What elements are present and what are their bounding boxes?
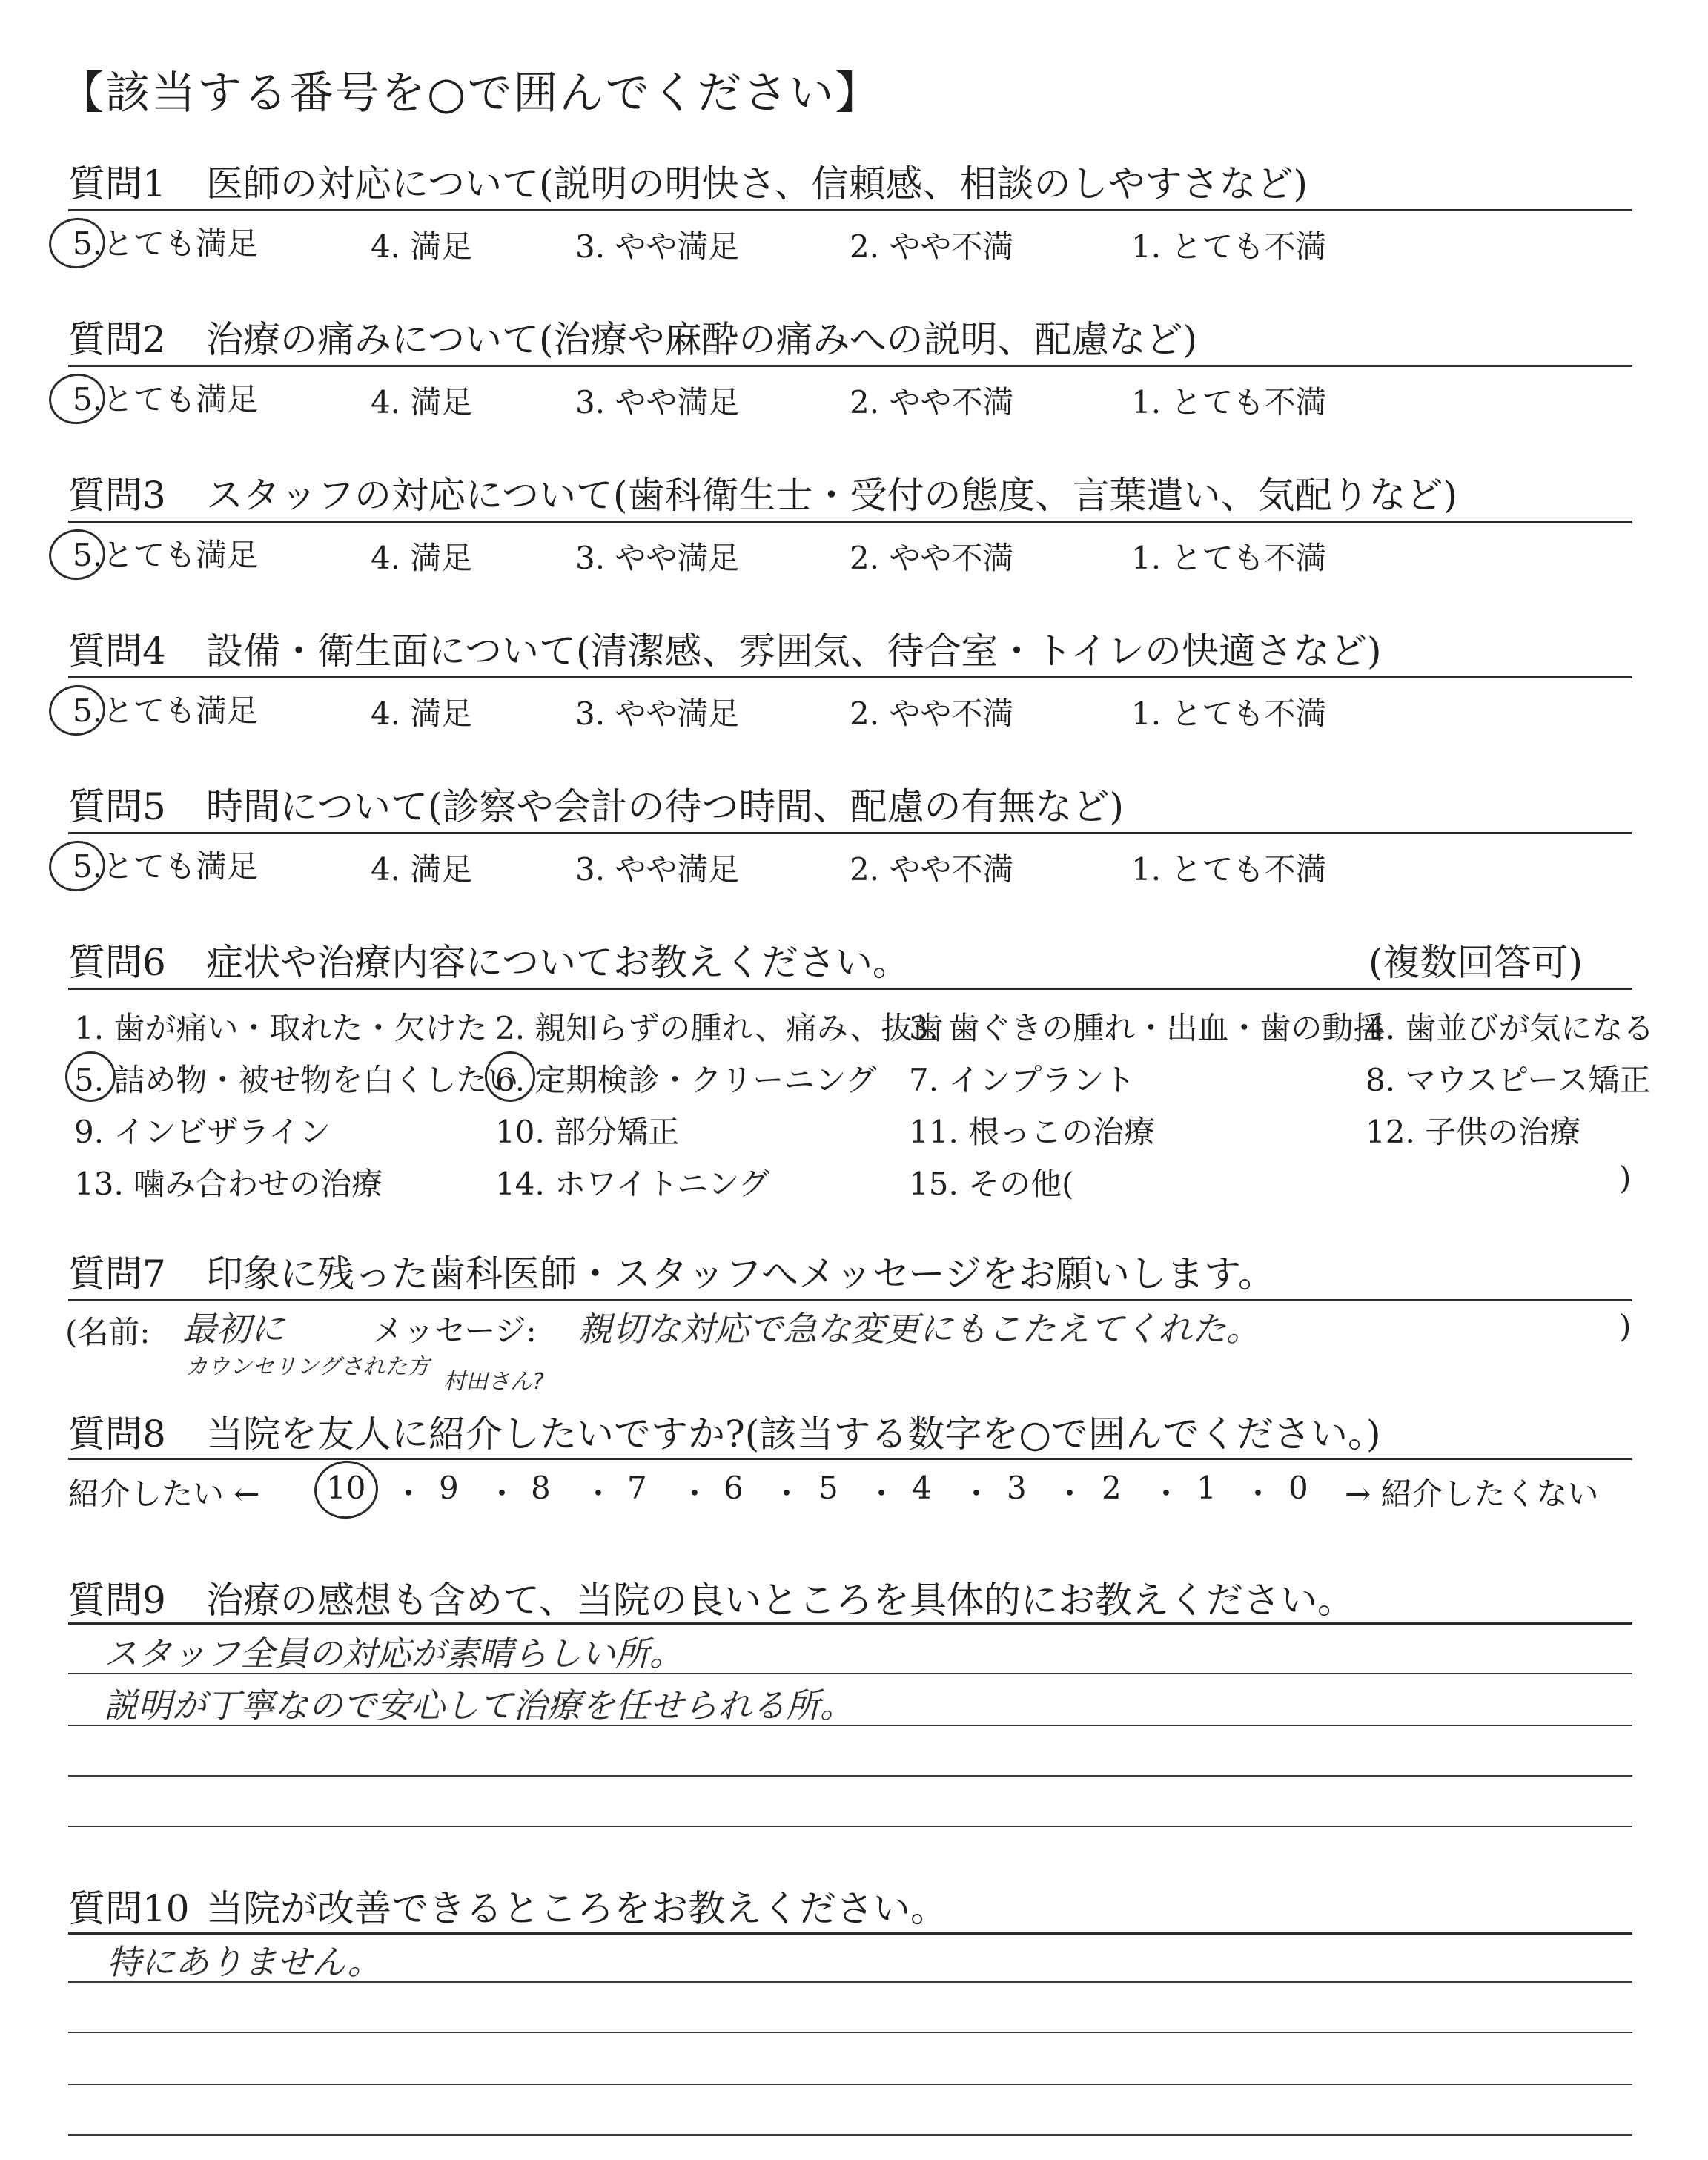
scale-dot: ・ bbox=[393, 1476, 425, 1512]
option-1[interactable]: 1. とても不満 bbox=[1131, 228, 1327, 265]
question-text: 医師の対応について(説明の明快さ、信頼感、相談のしやすさなど) bbox=[206, 162, 1308, 205]
option-5[interactable]: 5.とても満足 bbox=[73, 381, 259, 417]
scale-dot: ・ bbox=[679, 1476, 711, 1512]
option-1[interactable]: 1. とても不満 bbox=[1131, 696, 1327, 732]
option-2[interactable]: 2. やや不満 bbox=[850, 228, 1014, 265]
question-label: 質問7 bbox=[68, 1252, 166, 1295]
option-4[interactable]: 4. 満足 bbox=[371, 384, 473, 420]
option-1[interactable]: 1. とても不満 bbox=[1131, 384, 1327, 420]
answer-line bbox=[68, 2084, 1632, 2085]
option-5[interactable]: 5.とても満足 bbox=[73, 693, 259, 729]
scale-0[interactable]: 0 bbox=[1288, 1470, 1308, 1506]
scale-3[interactable]: 3 bbox=[1007, 1470, 1027, 1506]
option-5[interactable]: 5.とても満足 bbox=[73, 537, 259, 573]
divider bbox=[68, 365, 1632, 367]
page-title: 【該当する番号を○で囲んでください】 bbox=[59, 67, 881, 119]
handwritten-answer: 説明が丁寧なので安心して治療を任せられる所。 bbox=[104, 1685, 854, 1725]
question-label: 質問8 bbox=[68, 1413, 166, 1456]
question-label: 質問4 bbox=[68, 630, 166, 673]
divider bbox=[68, 1458, 1632, 1460]
question-text: 治療の感想も含めて、当院の良いところを具体的にお教えください。 bbox=[206, 1579, 1354, 1622]
scale-dot: ・ bbox=[1242, 1476, 1274, 1512]
scale-dot: ・ bbox=[961, 1476, 993, 1512]
option-5[interactable]: 5.とても満足 bbox=[73, 848, 259, 885]
symptom-option[interactable]: 14. ホワイトニング bbox=[495, 1166, 770, 1202]
answer-line bbox=[68, 2134, 1632, 2136]
scale-5[interactable]: 5 bbox=[818, 1470, 838, 1506]
scale-dot: ・ bbox=[1054, 1476, 1086, 1512]
divider bbox=[68, 1622, 1632, 1625]
symptom-option[interactable]: 5. 詰め物・被せ物を白くしたい bbox=[74, 1062, 519, 1098]
divider bbox=[68, 988, 1632, 990]
divider bbox=[68, 521, 1632, 523]
symptom-option[interactable]: 1. 歯が痛い・取れた・欠けた bbox=[74, 1010, 488, 1046]
symptom-option[interactable]: 7. インプラント bbox=[909, 1062, 1136, 1098]
close-paren: ) bbox=[1619, 1308, 1632, 1344]
scale-dot: ・ bbox=[866, 1476, 898, 1512]
question-text: 当院が改善できるところをお教えください。 bbox=[206, 1887, 947, 1930]
option-4[interactable]: 4. 満足 bbox=[371, 228, 473, 265]
question-label: 質問9 bbox=[68, 1579, 166, 1622]
question-label: 質問5 bbox=[68, 785, 166, 828]
scale-4[interactable]: 4 bbox=[912, 1470, 932, 1506]
option-2[interactable]: 2. やや不満 bbox=[850, 540, 1014, 576]
divider bbox=[68, 832, 1632, 834]
option-1[interactable]: 1. とても不満 bbox=[1131, 851, 1327, 888]
close-paren: ) bbox=[1619, 1160, 1632, 1196]
symptom-option[interactable]: 4. 歯並びが気になる bbox=[1366, 1010, 1655, 1046]
scale-dot: ・ bbox=[1151, 1476, 1182, 1512]
option-3[interactable]: 3. やや満足 bbox=[575, 228, 740, 265]
scale-dot: ・ bbox=[771, 1476, 803, 1512]
question-text: 治療の痛みについて(治療や麻酔の痛みへの説明、配慮など) bbox=[206, 318, 1198, 361]
scale-1[interactable]: 1 bbox=[1196, 1470, 1217, 1506]
symptom-option[interactable]: 15. その他( bbox=[909, 1166, 1074, 1202]
handwritten-name-3: 村田さん? bbox=[443, 1369, 544, 1395]
answer-line bbox=[68, 1775, 1632, 1777]
question-text: 当院を友人に紹介したいですか?(該当する数字を○で囲んでください。) bbox=[206, 1413, 1381, 1456]
option-3[interactable]: 3. やや満足 bbox=[575, 696, 740, 732]
option-2[interactable]: 2. やや不満 bbox=[850, 696, 1014, 732]
symptom-option[interactable]: 2. 親知らずの腫れ、痛み、抜歯 bbox=[495, 1010, 944, 1046]
option-4[interactable]: 4. 満足 bbox=[371, 851, 473, 888]
symptom-option[interactable]: 9. インビザライン bbox=[74, 1114, 331, 1150]
scale-10[interactable]: 10 bbox=[326, 1470, 366, 1506]
option-4[interactable]: 4. 満足 bbox=[371, 696, 473, 732]
handwritten-name: 最初に bbox=[182, 1309, 285, 1349]
recommend-left-label: 紹介したい ← bbox=[68, 1476, 260, 1512]
multiple-answers-note: (複数回答可) bbox=[1368, 941, 1583, 984]
scale-9[interactable]: 9 bbox=[439, 1470, 459, 1506]
scale-7[interactable]: 7 bbox=[627, 1470, 647, 1506]
question-label: 質問6 bbox=[68, 941, 166, 984]
divider bbox=[68, 209, 1632, 211]
question-label: 質問2 bbox=[68, 318, 166, 361]
question-text: 印象に残った歯科医師・スタッフへメッセージをお願いします。 bbox=[206, 1252, 1275, 1295]
name-label: (名前: bbox=[65, 1314, 150, 1350]
handwritten-name-2: カウンセリングされた方 bbox=[185, 1354, 430, 1380]
symptom-option[interactable]: 12. 子供の治療 bbox=[1366, 1114, 1581, 1150]
handwritten-answer: 特にありません。 bbox=[107, 1942, 382, 1982]
selection-circle bbox=[311, 1456, 382, 1522]
option-3[interactable]: 3. やや満足 bbox=[575, 851, 740, 888]
symptom-option[interactable]: 13. 噛み合わせの治療 bbox=[74, 1166, 383, 1202]
divider bbox=[68, 1932, 1632, 1935]
scale-dot: ・ bbox=[486, 1476, 518, 1512]
option-3[interactable]: 3. やや満足 bbox=[575, 540, 740, 576]
handwritten-message: 親切な対応で急な変更にもこたえてくれた。 bbox=[578, 1309, 1260, 1349]
symptom-option[interactable]: 11. 根っこの治療 bbox=[909, 1114, 1156, 1150]
question-text: 時間について(診察や会計の待つ時間、配慮の有無など) bbox=[206, 785, 1125, 828]
option-5[interactable]: 5.とても満足 bbox=[73, 225, 259, 262]
question-text: スタッフの対応について(歯科衛生士・受付の態度、言葉遣い、気配りなど) bbox=[206, 474, 1458, 517]
message-label: メッセージ: bbox=[372, 1312, 537, 1349]
option-2[interactable]: 2. やや不満 bbox=[850, 384, 1014, 420]
symptom-option[interactable]: 6. 定期検診・クリーニング bbox=[495, 1062, 877, 1098]
scale-dot: ・ bbox=[583, 1476, 615, 1512]
question-label: 質問10 bbox=[68, 1887, 190, 1930]
option-4[interactable]: 4. 満足 bbox=[371, 540, 473, 576]
option-2[interactable]: 2. やや不満 bbox=[850, 851, 1014, 888]
question-text: 症状や治療内容についてお教えください。 bbox=[206, 941, 910, 984]
question-label: 質問1 bbox=[68, 162, 166, 205]
question-label: 質問3 bbox=[68, 474, 166, 517]
answer-line bbox=[68, 1826, 1632, 1827]
scale-8[interactable]: 8 bbox=[531, 1470, 551, 1506]
divider bbox=[68, 1299, 1632, 1301]
answer-line bbox=[68, 2032, 1632, 2033]
question-text: 設備・衛生面について(清潔感、雰囲気、待合室・トイレの快適さなど) bbox=[206, 630, 1382, 673]
symptom-option[interactable]: 10. 部分矯正 bbox=[495, 1114, 680, 1150]
recommend-right-label: → 紹介したくない bbox=[1345, 1476, 1599, 1512]
scale-2[interactable]: 2 bbox=[1102, 1470, 1122, 1506]
symptom-option[interactable]: 3. 歯ぐきの腫れ・出血・歯の動揺 bbox=[909, 1010, 1385, 1046]
symptom-option[interactable]: 8. マウスピース矯正 bbox=[1366, 1062, 1651, 1098]
option-3[interactable]: 3. やや満足 bbox=[575, 384, 740, 420]
divider bbox=[68, 676, 1632, 678]
option-1[interactable]: 1. とても不満 bbox=[1131, 540, 1327, 576]
handwritten-answer: スタッフ全員の対応が素晴らしい所。 bbox=[104, 1634, 683, 1674]
scale-6[interactable]: 6 bbox=[724, 1470, 744, 1506]
